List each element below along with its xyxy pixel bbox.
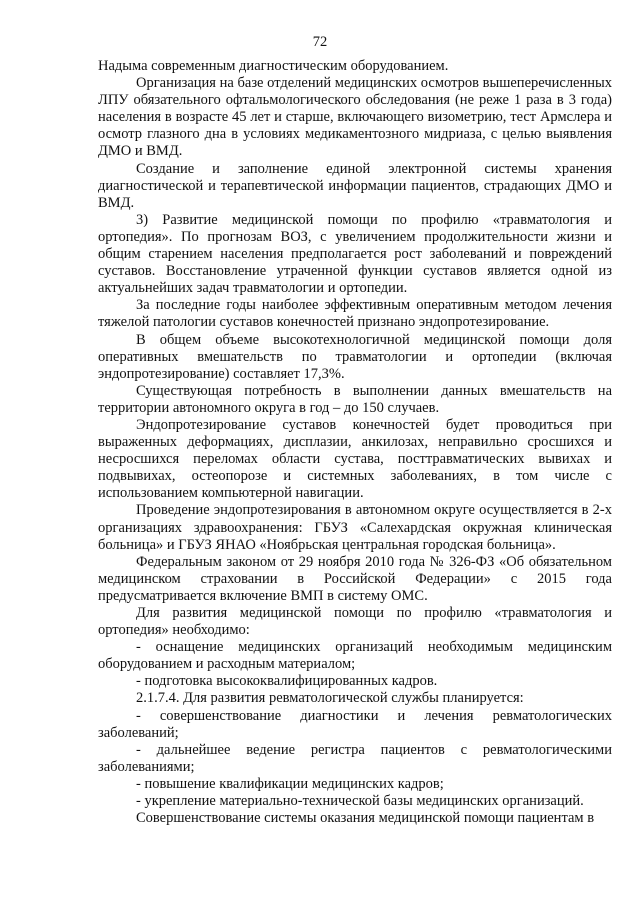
paragraph: Эндопротезирование суставов конечностей будет проводиться при выраженных деформациях, дисплазии, анкилозах, неправильно сросшихся и несросшихся переломах области сустава, посттравматических вывихах и подвывихах, остеопорозе и системных заболеваниях, в том числе с использованием компьютерной навигации. xyxy=(98,416,612,502)
section-heading: 2.1.7.4. Для развития ревматологической службы планируется: xyxy=(136,690,524,707)
document-body xyxy=(98,58,612,827)
paragraph: Организация на базе отделений медицинских осмотров вышеперечисленных ЛПУ обязательного офтальмологического обследования (не реже 1 раза в 3 года) населения в возрасте 45 лет и старше, включающего визометрию, тест Армслера и осмотр глазного дна в условиях медикаментозного мидриаза, с целью выявления ДМО и ВМД. xyxy=(98,75,612,160)
paragraph: За последние годы наиболее эффективным оперативным методом лечения тяжелой патологии суставов конечностей признано эндопротезирование. xyxy=(98,297,612,331)
list-item: - дальнейшее ведение регистра пациентов с ревматологическими заболеваниями; xyxy=(98,741,612,775)
list-item: - повышение квалификации медицинских кадров; xyxy=(136,775,444,792)
list-item: - подготовка высококвалифицированных кадров. xyxy=(136,673,438,690)
page-number: 72 xyxy=(312,34,328,50)
list-item: - совершенствование диагностики и лечения ревматологических заболеваний; xyxy=(98,707,612,741)
paragraph: 3) Развитие медицинской помощи по профилю «травматология и ортопедия». По прогнозам ВОЗ, с увеличением продолжительности жизни и общим старением населения предполагается рост заболеваний и повреждений суставов. Восстановление утраченной функции суставов является одной из актуальнейших задач травматологии и ортопедии. xyxy=(98,211,612,297)
paragraph: Создание и заполнение единой электронной системы хранения диагностической и терапевтической информации пациентов, страдающих ДМО и ВМД. xyxy=(98,160,612,211)
paragraph: Существующая потребность в выполнении данных вмешательств на территории автономного округа в год – до 150 случаев. xyxy=(98,382,612,416)
paragraph: Для развития медицинской помощи по профилю «травматология и ортопедия» необходимо: xyxy=(98,605,612,639)
paragraph: Федеральным законом от 29 ноября 2010 года № 326-ФЗ «Об обязательном медицинском страховании в Российской Федерации» с 2015 года предусматривается включение ВМП в систему ОМС. xyxy=(98,553,612,604)
paragraph: Проведение эндопротезирования в автономном округе осуществляется в 2-х организациях здравоохранения: ГБУЗ «Салехардская окружная клиническая больница» и ГБУЗ ЯНАО «Ноябрьская центральная городская больница». xyxy=(98,502,612,553)
paragraph: Совершенствование системы оказания медицинской помощи пациентам в xyxy=(136,810,595,827)
list-item: - укрепление материально-технической базы медицинских организаций. xyxy=(136,793,584,810)
paragraph: В общем объеме высокотехнологичной медицинской помощи доля оперативных вмешательств по травматологии и ортопедии (включая эндопротезирование) составляет 17,3%. xyxy=(98,331,612,382)
list-item: - оснащение медицинских организаций необходимым медицинским оборудованием и расходным материалом; xyxy=(98,639,612,673)
paragraph: Надыма современным диагностическим оборудованием. xyxy=(98,58,449,74)
